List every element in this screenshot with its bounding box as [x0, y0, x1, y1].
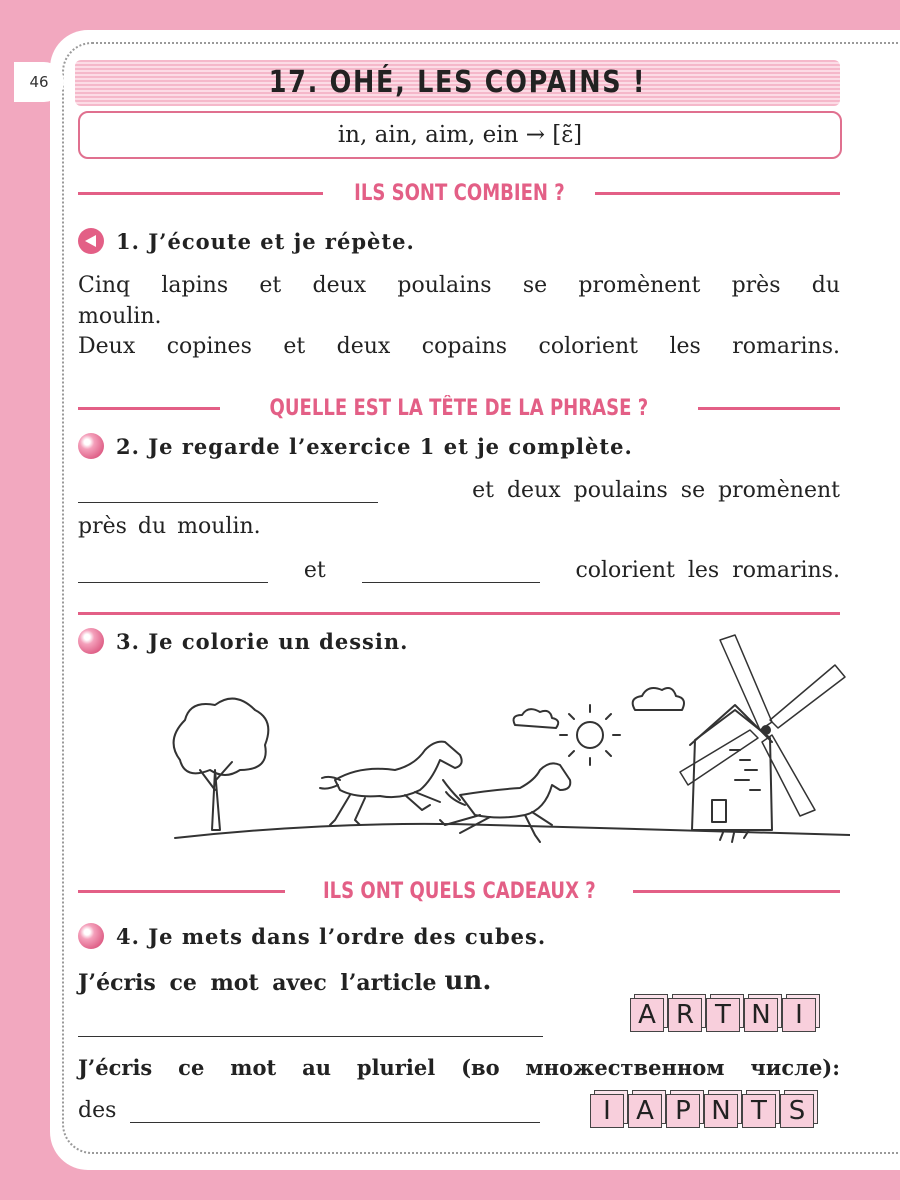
ex4-line-1-text: J’écris ce mot avec l’article	[78, 970, 437, 996]
article-word: un.	[444, 966, 492, 996]
ex1-line-2: moulin.	[78, 304, 162, 329]
letter-cube[interactable]: N	[744, 998, 778, 1032]
letter-cube[interactable]: A	[628, 1094, 662, 1128]
letter-cube[interactable]: I	[590, 1094, 624, 1128]
ex4-line-1	[78, 966, 840, 996]
ex2-line-3	[78, 558, 840, 583]
windmill-icon	[690, 705, 772, 830]
exercise-3-label: 3. Je colorie un dessin.	[116, 628, 409, 654]
pink-bullet-icon	[78, 433, 104, 459]
section-divider	[78, 612, 840, 615]
ex2-line-1-text: et deux poulains se promènent	[472, 478, 840, 503]
ex1-line-1: Cinq lapins et deux poulains se promènent près du	[78, 273, 840, 298]
section-heading-2	[78, 393, 840, 423]
cloud-icon	[633, 688, 684, 710]
answer-blank[interactable]	[78, 1016, 543, 1037]
letter-cubes-2	[590, 1094, 818, 1128]
letter-cube[interactable]: A	[630, 998, 664, 1032]
exercise-1-label: 1. J’écoute et je répète.	[116, 228, 415, 254]
letter-cube[interactable]: T	[742, 1094, 776, 1128]
sun-icon	[560, 705, 620, 765]
exercise-4-instruction	[78, 923, 546, 949]
pink-bullet-icon	[78, 923, 104, 949]
letter-cube[interactable]: I	[782, 998, 816, 1032]
section-label: QUELLE EST LA TÊTE DE LA PHRASE ?	[269, 395, 649, 421]
cloud-icon	[514, 709, 559, 728]
answer-blank[interactable]	[130, 1102, 540, 1123]
exercise-2-label: 2. Je regarde l’exercice 1 et je complète.	[116, 433, 633, 459]
letter-cube[interactable]: T	[706, 998, 740, 1032]
ex4-line-2: J’écris ce mot au pluriel (во множественном числе):	[78, 1055, 840, 1080]
ex2-line-3-text: colorient les romarins.	[575, 558, 840, 583]
ex1-line-3: Deux copines et deux copains colorient les romarins.	[78, 334, 840, 359]
ex2-line-3-and: et	[303, 558, 326, 583]
exercise-4-label: 4. Je mets dans l’ordre des cubes.	[116, 923, 547, 949]
ex2-line-2: près du moulin.	[78, 514, 261, 539]
section-label: ILS ONT QUELS CADEAUX ?	[322, 878, 596, 904]
coloring-drawing[interactable]	[160, 620, 850, 870]
letter-cube[interactable]: P	[666, 1094, 700, 1128]
tree-icon	[174, 699, 269, 830]
letter-cube[interactable]: S	[780, 1094, 814, 1128]
letter-cube[interactable]: R	[668, 998, 702, 1032]
answer-blank[interactable]	[362, 562, 540, 583]
section-label: ILS SONT COMBIEN ?	[353, 180, 565, 206]
exercise-1-instruction	[78, 228, 415, 254]
windmill-sail	[680, 635, 845, 816]
answer-blank[interactable]	[78, 562, 268, 583]
speaker-icon[interactable]	[78, 228, 104, 254]
exercise-2-instruction	[78, 433, 633, 459]
pink-bullet-icon	[78, 628, 104, 654]
ex4-answer-line-1	[78, 1016, 840, 1037]
des-word: des	[78, 1098, 117, 1123]
ex2-line-1	[78, 478, 840, 503]
page-number: 46	[14, 62, 64, 102]
letter-cube[interactable]: N	[704, 1094, 738, 1128]
section-heading-1	[78, 178, 840, 208]
page-title: 17. OHÉ, LES COPAINS !	[268, 65, 647, 100]
section-heading-3	[78, 876, 840, 906]
answer-blank[interactable]	[78, 482, 378, 503]
sound-rule-box: in, ain, aim, ein → [ɛ̃]	[78, 111, 842, 159]
horse-icon	[440, 763, 570, 842]
horse-icon	[320, 742, 462, 825]
